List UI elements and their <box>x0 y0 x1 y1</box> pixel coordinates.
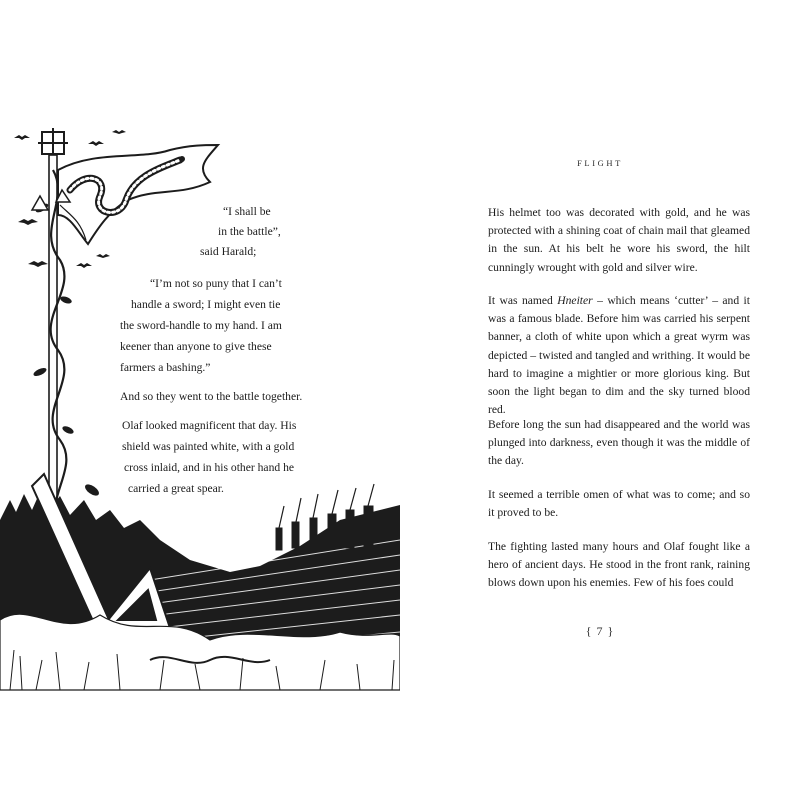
paragraph-text: The fighting lasted many hours and Olaf fought like a hero of ancient days. He stood in the front rank, raining blows down upon his enemies. Few of his foes could <box>488 540 750 590</box>
paragraph-text: His helmet too was decorated with gold, and he was protected with a shining coat of chain mail that gleamed in the sun. At his belt he wore his sword, the hilt cunningly wrought with gold and silver wire. <box>488 206 750 274</box>
poem-line: And so they went to the battle together. <box>120 390 303 403</box>
right-page <box>400 0 800 800</box>
poem-line: “I’m not so puny that I can’t <box>150 277 282 290</box>
page-number: { 7 } <box>585 624 615 638</box>
paragraph-text: Before long the sun had disappeared and the world was plunged into darkness, even though it was the middle of the day. <box>488 418 750 468</box>
paragraph-text-start: It was named <box>488 294 558 307</box>
poem-line: farmers a bashing.” <box>120 361 211 374</box>
poem-line: “I shall be <box>223 205 271 218</box>
cross-finial-icon <box>38 128 68 158</box>
poem-line: the sword-handle to my hand. I am <box>120 319 282 332</box>
poem-line: in the battle”, <box>218 225 281 238</box>
paragraph <box>488 486 750 522</box>
paragraph <box>488 204 750 277</box>
poem-line: shield was painted white, with a gold <box>122 440 295 453</box>
paragraph-text: It seemed a terrible omen of what was to come; and so it proved to be. <box>488 488 750 520</box>
paragraph-text <box>488 292 750 419</box>
poem-line: keener than anyone to give these <box>120 340 272 353</box>
paragraph <box>488 538 750 593</box>
poem-line: Olaf looked magnificent that day. His <box>122 419 297 432</box>
poem-line: said Harald; <box>200 245 257 258</box>
paragraph <box>488 292 750 419</box>
sword-name: Hneiter <box>557 294 593 307</box>
poem-line: carried a great spear. <box>128 482 224 495</box>
poem-line: handle a sword; I might even tie <box>131 298 281 311</box>
poem-line: cross inlaid, and in his other hand he <box>124 461 295 474</box>
paragraph <box>488 416 750 471</box>
paragraph-text-rest: – which means ‘cutter’ – and it was a famous blade. Before him was carried his serpent banner, a cloth of white upon which a great wyrm was depicted – twisted and tangled and writhing. It would be hard to imagine a mightier or more glorious king. But soon the light began to dim and the sky turned blood red. <box>488 294 750 417</box>
running-header: FLIGHT <box>577 158 623 168</box>
